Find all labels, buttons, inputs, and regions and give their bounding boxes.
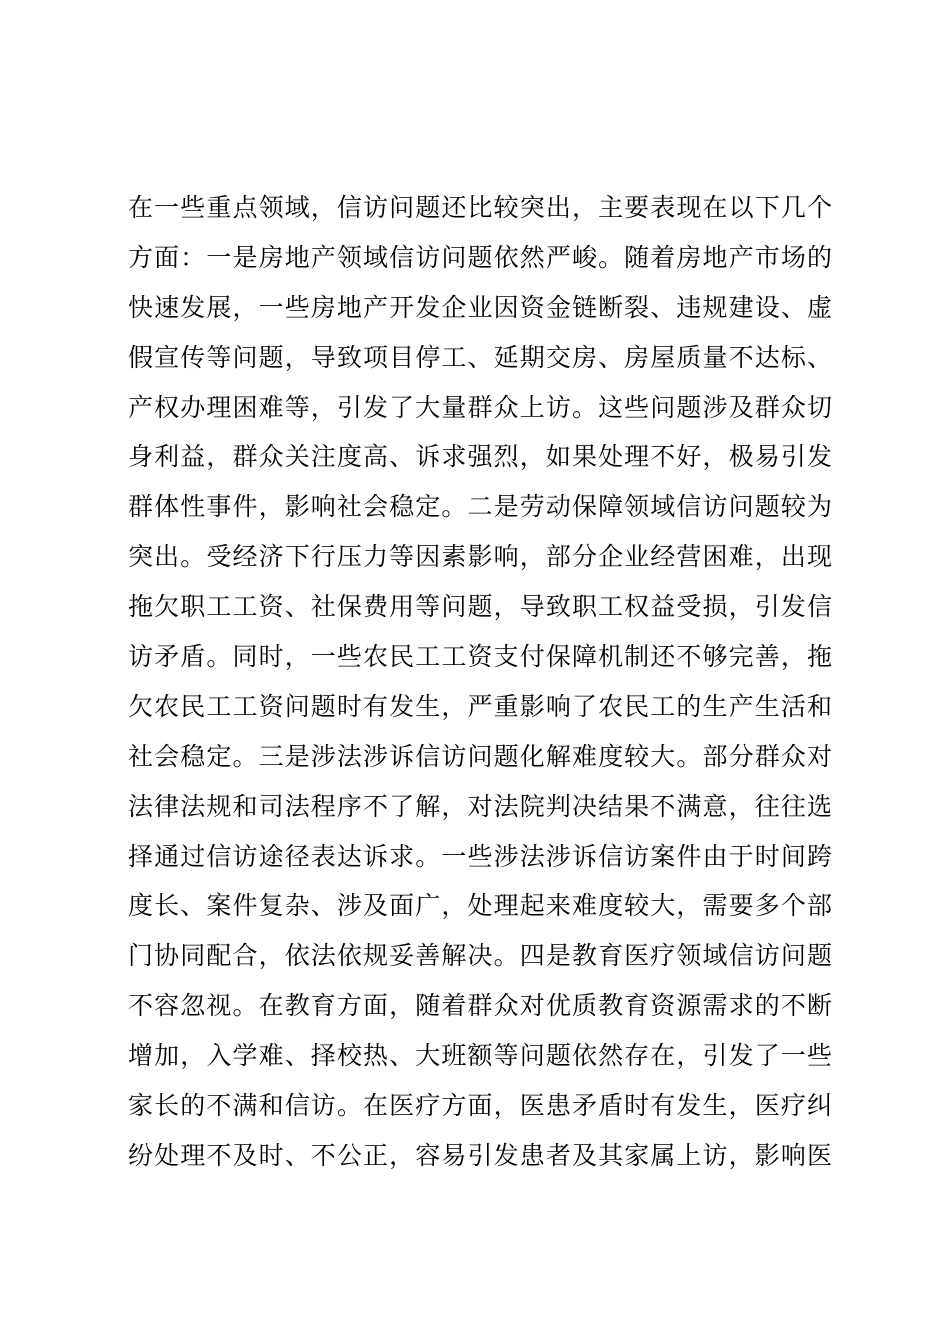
text-line: 拖欠职工工资、社保费用等问题，导致职工权益受损，引发信 — [128, 592, 832, 622]
text-line: 访矛盾。同时，一些农民工工资支付保障机制还不够完善，拖 — [128, 642, 832, 672]
text-line: 突出。受经济下行压力等因素影响，部分企业经营困难，出现 — [128, 542, 832, 572]
text-line: 在一些重点领域，信访问题还比较突出，主要表现在以下几个 — [128, 193, 832, 222]
text-line: 快速发展，一些房地产开发企业因资金链断裂、违规建设、虚 — [128, 292, 832, 322]
text-line: 社会稳定。三是涉法涉诉信访问题化解难度较大。部分群众对 — [128, 741, 832, 771]
text-line: 纷处理不及时、不公正，容易引发患者及其家属上访，影响医 — [128, 1140, 832, 1170]
body-text — [128, 183, 832, 1181]
text-line: 不容忽视。在教育方面，随着群众对优质教育资源需求的不断 — [128, 991, 832, 1021]
text-line: 法律法规和司法程序不了解，对法院判决结果不满意，往往选 — [128, 791, 832, 821]
text-line: 增加，入学难、择校热、大班额等问题依然存在，引发了一些 — [128, 1041, 832, 1071]
text-line: 方面：一是房地产领域信访问题依然严峻。随着房地产市场的 — [128, 242, 832, 272]
text-line: 欠农民工工资问题时有发生，严重影响了农民工的生产生活和 — [128, 691, 832, 721]
text-line: 度长、案件复杂、涉及面广，处理起来难度较大，需要多个部 — [128, 891, 832, 921]
text-line: 身利益，群众关注度高、诉求强烈，如果处理不好，极易引发 — [128, 442, 832, 472]
text-line: 家长的不满和信访。在医疗方面，医患矛盾时有发生，医疗纠 — [128, 1091, 832, 1121]
text-line: 产权办理困难等，引发了大量群众上访。这些问题涉及群众切 — [128, 392, 832, 422]
text-line: 门协同配合，依法依规妥善解决。四是教育医疗领域信访问题 — [128, 941, 832, 971]
text-line: 假宣传等问题，导致项目停工、延期交房、房屋质量不达标、 — [128, 342, 832, 372]
text-line: 群体性事件，影响社会稳定。二是劳动保障领域信访问题较为 — [128, 492, 832, 522]
text-line: 择通过信访途径表达诉求。一些涉法涉诉信访案件由于时间跨 — [128, 841, 832, 871]
